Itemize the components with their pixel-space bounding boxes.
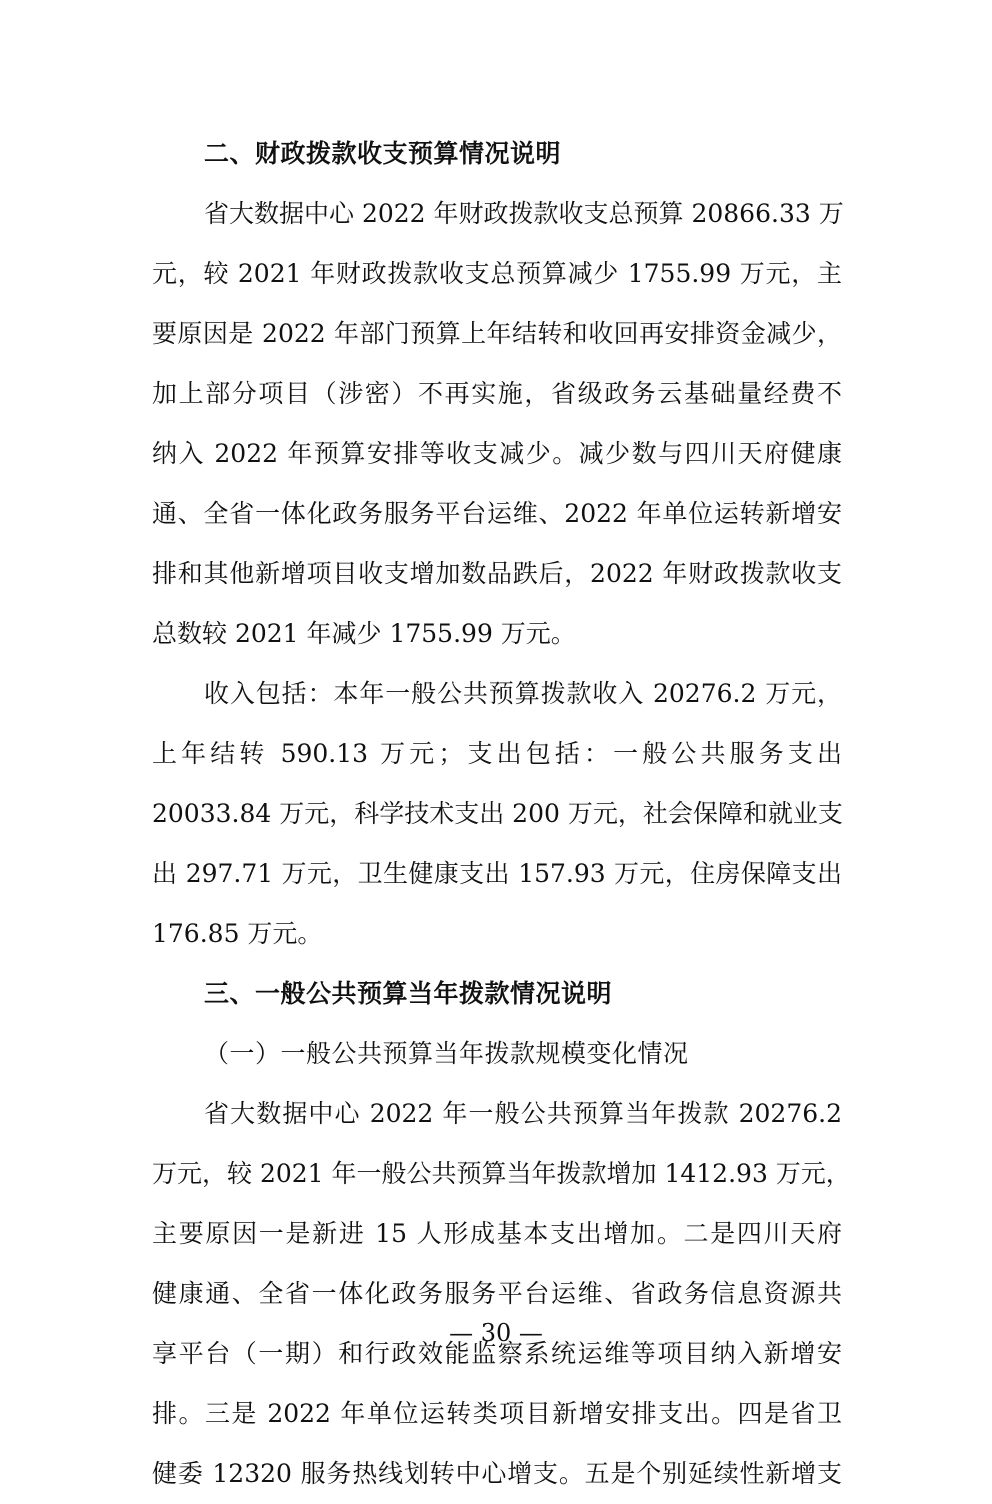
paragraph-line: 加上部分项目（涉密）不再实施，省级政务云基础量经费不	[152, 379, 842, 408]
document-body	[152, 124, 851, 1504]
paragraph-line: 健康通、全省一体化政务服务平台运维、省政务信息资源共	[152, 1279, 842, 1308]
paragraph-line: 总数较 2021 年减少 1755.99 万元。	[152, 619, 576, 648]
paragraph-line: 上年结转 590.13 万元；支出包括：一般公共服务支出	[152, 739, 842, 768]
paragraph-general-budget-change	[152, 1084, 851, 1504]
paragraph-line: 出 297.71 万元，卫生健康支出 157.93 万元，住房保障支出	[152, 859, 842, 888]
section-heading-general-public-budget: 三、一般公共预算当年拨款情况说明	[204, 979, 613, 1008]
section-heading-fiscal-appropriation: 二、财政拨款收支预算情况说明	[204, 139, 562, 168]
paragraph-line: 纳入 2022 年预算安排等收支减少。减少数与四川天府健康	[152, 439, 842, 468]
paragraph-line: 20033.84 万元，科学技术支出 200 万元，社会保障和就业支	[152, 799, 843, 828]
paragraph-total-budget	[152, 184, 842, 664]
paragraph-line: 排和其他新增项目收支增加数品跌后，2022 年财政拨款收支	[152, 559, 842, 588]
paragraph-line: 享平台（一期）和行政效能监察系统运维等项目纳入新增安	[152, 1339, 842, 1368]
paragraph-line: 主要原因一是新进 15 人形成基本支出增加。二是四川天府	[152, 1219, 842, 1248]
paragraph-line: 要原因是 2022 年部门预算上年结转和收回再安排资金减少，	[152, 319, 842, 348]
paragraph-line: 收入包括：本年一般公共预算拨款收入 20276.2 万元，	[204, 679, 842, 708]
paragraph-line: 健委 12320 服务热线划转中心增支。五是个别延续性新增支	[152, 1459, 842, 1488]
subsection-heading-scale-change: （一）一般公共预算当年拨款规模变化情况	[204, 1039, 689, 1068]
paragraph-line: 元，较 2021 年财政拨款收支总预算减少 1755.99 万元，主	[152, 259, 842, 288]
page-number: — 30 —	[449, 1319, 543, 1347]
paragraph-line: 排。三是 2022 年单位运转类项目新增安排支出。四是省卫	[152, 1399, 842, 1428]
paragraph-line: 省大数据中心 2022 年财政拨款收支总预算 20866.33 万	[204, 199, 844, 228]
paragraph-income-expenditure	[152, 664, 842, 964]
paragraph-line: 省大数据中心 2022 年一般公共预算当年拨款 20276.2	[204, 1099, 842, 1128]
paragraph-line: 176.85 万元。	[152, 919, 323, 948]
paragraph-line: 万元，较 2021 年一般公共预算当年拨款增加 1412.93 万元，	[152, 1159, 851, 1188]
paragraph-line: 通、全省一体化政务服务平台运维、2022 年单位运转新增安	[152, 499, 842, 528]
